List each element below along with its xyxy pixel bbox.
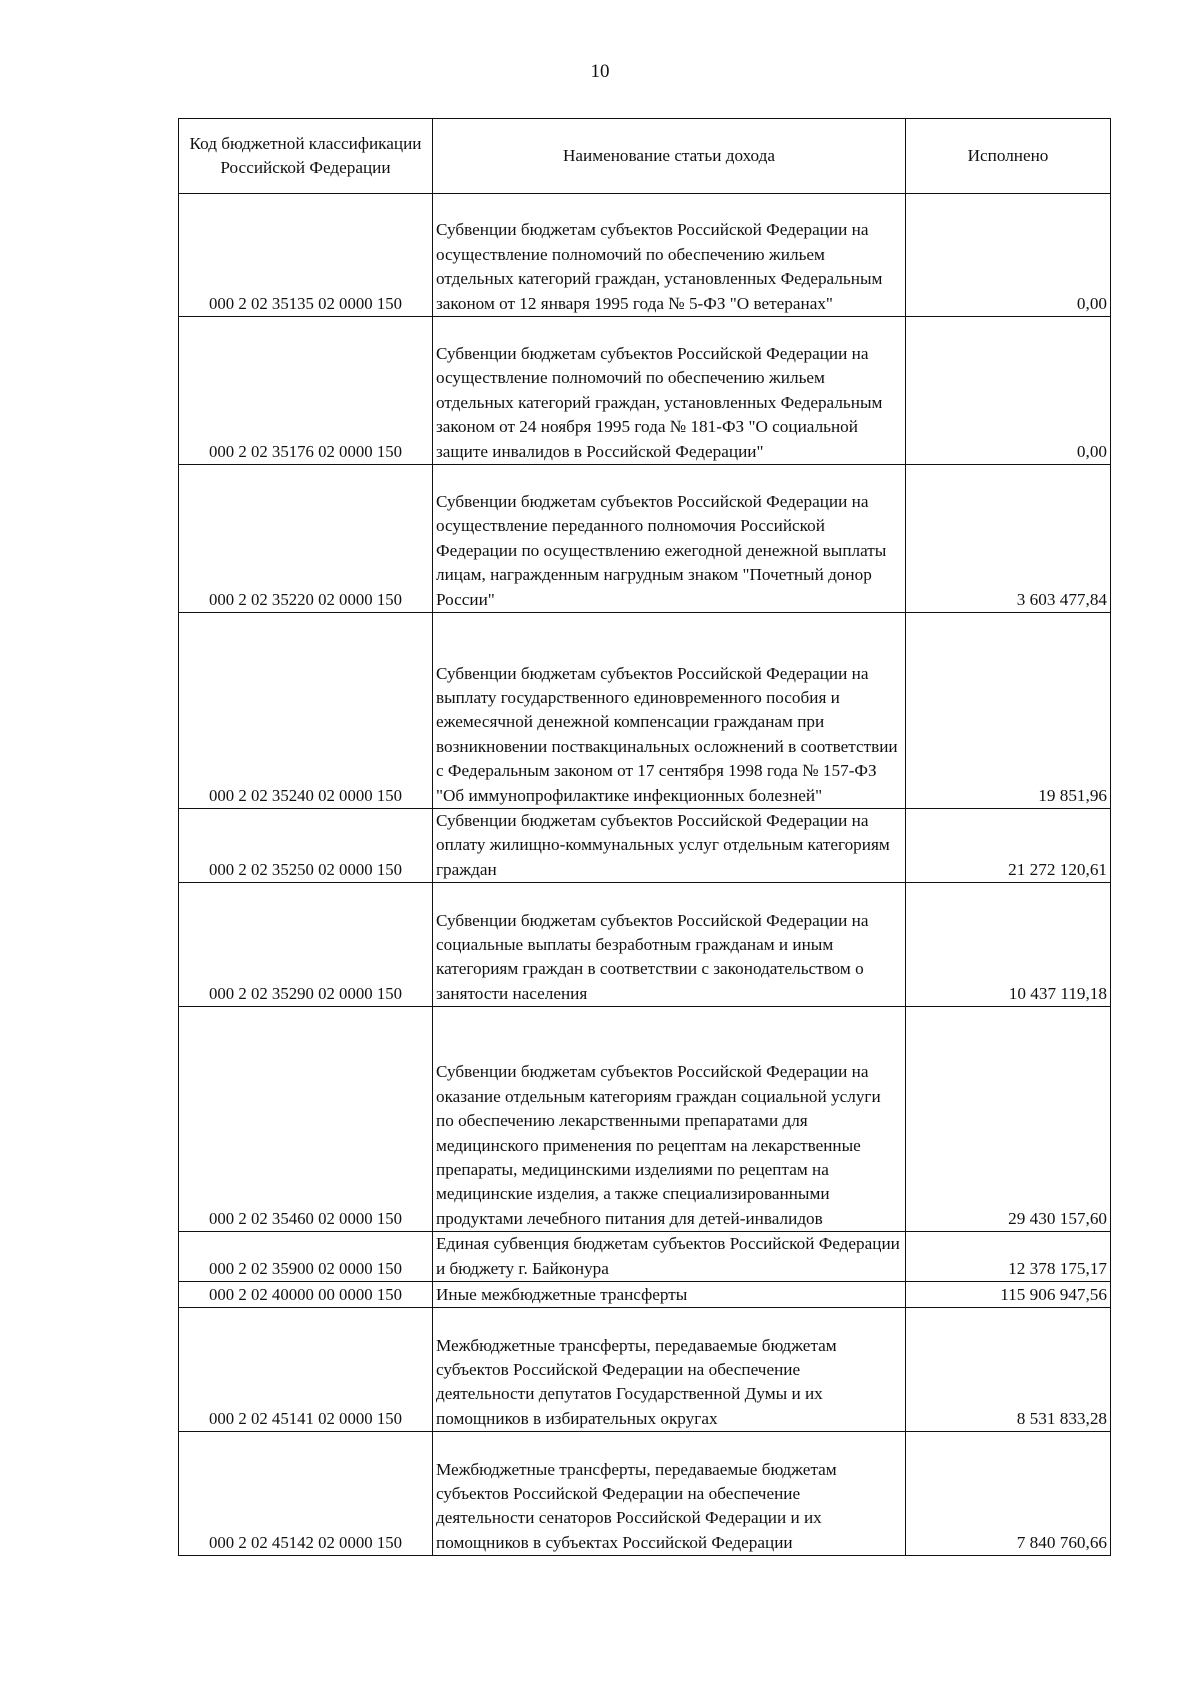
table-header-row [179, 119, 1111, 194]
row-code: 000 2 02 35290 02 0000 150 [179, 883, 433, 1007]
table-row [179, 194, 1111, 317]
table-row [179, 613, 1111, 809]
table-row [179, 883, 1111, 1007]
row-code: 000 2 02 35220 02 0000 150 [179, 465, 433, 613]
row-name: Субвенции бюджетам субъектов Российской Федерации на оплату жилищно-коммунальных услуг отдельным категориям граждан [433, 809, 906, 883]
row-amount: 8 531 833,28 [906, 1308, 1111, 1432]
row-amount: 29 430 157,60 [906, 1007, 1111, 1232]
row-name: Субвенции бюджетам субъектов Российской Федерации на социальные выплаты безработным гражданам и иным категориям граждан в соответствии с законодательством о занятости населения [433, 883, 906, 1007]
table-row [179, 809, 1111, 883]
row-code: 000 2 02 45141 02 0000 150 [179, 1308, 433, 1432]
row-name: Субвенции бюджетам субъектов Российской Федерации на оказание отдельным категориям граждан социальной услуги по обеспечению лекарственными препаратами для медицинского применения по рецептам на лекарственные препараты, медицинскими изделиями по рецептам на медицинские изделия, а также специализированными продуктами лечебного питания для детей-инвалидов [433, 1007, 906, 1232]
row-amount: 0,00 [906, 317, 1111, 465]
row-amount: 10 437 119,18 [906, 883, 1111, 1007]
table-row [179, 1232, 1111, 1282]
row-name: Субвенции бюджетам субъектов Российской Федерации на выплату государственного единовременного пособия и ежемесячной денежной компенсации гражданам при возникновении поствакцинальных осложнений в соответствии с Федеральным законом от 17 сентября 1998 года № 157-ФЗ "Об иммунопрофилактике инфекционных болезней" [433, 613, 906, 809]
row-name: Межбюджетные трансферты, передаваемые бюджетам субъектов Российской Федерации на обеспечение деятельности депутатов Государственной Думы и их помощников в избирательных округах [433, 1308, 906, 1432]
row-name: Субвенции бюджетам субъектов Российской Федерации на осуществление полномочий по обеспечению жильем отдельных категорий граждан, установленных Федеральным законом от 24 ноября 1995 года № 181-ФЗ "О социальной защите инвалидов в Российской Федерации" [433, 317, 906, 465]
header-name: Наименование статьи дохода [433, 119, 906, 194]
row-name: Субвенции бюджетам субъектов Российской Федерации на осуществление полномочий по обеспечению жильем отдельных категорий граждан, установленных Федеральным законом от 12 января 1995 года № 5-ФЗ "О ветеранах" [433, 194, 906, 317]
table-row [179, 1432, 1111, 1556]
table-row [179, 1007, 1111, 1232]
row-amount: 21 272 120,61 [906, 809, 1111, 883]
table-row [179, 1282, 1111, 1308]
row-code: 000 2 02 40000 00 0000 150 [179, 1282, 433, 1308]
table-row [179, 465, 1111, 613]
header-code: Код бюджетной классификации Российской Федерации [179, 119, 433, 194]
row-code: 000 2 02 45142 02 0000 150 [179, 1432, 433, 1556]
header-executed: Исполнено [906, 119, 1111, 194]
row-amount: 12 378 175,17 [906, 1232, 1111, 1282]
budget-income-table [178, 118, 1111, 1556]
row-code: 000 2 02 35250 02 0000 150 [179, 809, 433, 883]
table-row [179, 317, 1111, 465]
row-code: 000 2 02 35460 02 0000 150 [179, 1007, 433, 1232]
row-amount: 115 906 947,56 [906, 1282, 1111, 1308]
row-amount: 19 851,96 [906, 613, 1111, 809]
page-number: 10 [590, 61, 610, 82]
row-name: Единая субвенция бюджетам субъектов Российской Федерации и бюджету г. Байконура [433, 1232, 906, 1282]
row-amount: 0,00 [906, 194, 1111, 317]
row-amount: 7 840 760,66 [906, 1432, 1111, 1556]
table-row [179, 1308, 1111, 1432]
row-amount: 3 603 477,84 [906, 465, 1111, 613]
row-code: 000 2 02 35240 02 0000 150 [179, 613, 433, 809]
row-code: 000 2 02 35135 02 0000 150 [179, 194, 433, 317]
row-name: Субвенции бюджетам субъектов Российской Федерации на осуществление переданного полномочия Российской Федерации по осуществлению ежегодной денежной выплаты лицам, награжденным нагрудным знаком "Почетный донор России" [433, 465, 906, 613]
row-name: Иные межбюджетные трансферты [433, 1282, 906, 1308]
row-code: 000 2 02 35176 02 0000 150 [179, 317, 433, 465]
row-name: Межбюджетные трансферты, передаваемые бюджетам субъектов Российской Федерации на обеспечение деятельности сенаторов Российской Федерации и их помощников в субъектах Российской Федерации [433, 1432, 906, 1556]
row-code: 000 2 02 35900 02 0000 150 [179, 1232, 433, 1282]
